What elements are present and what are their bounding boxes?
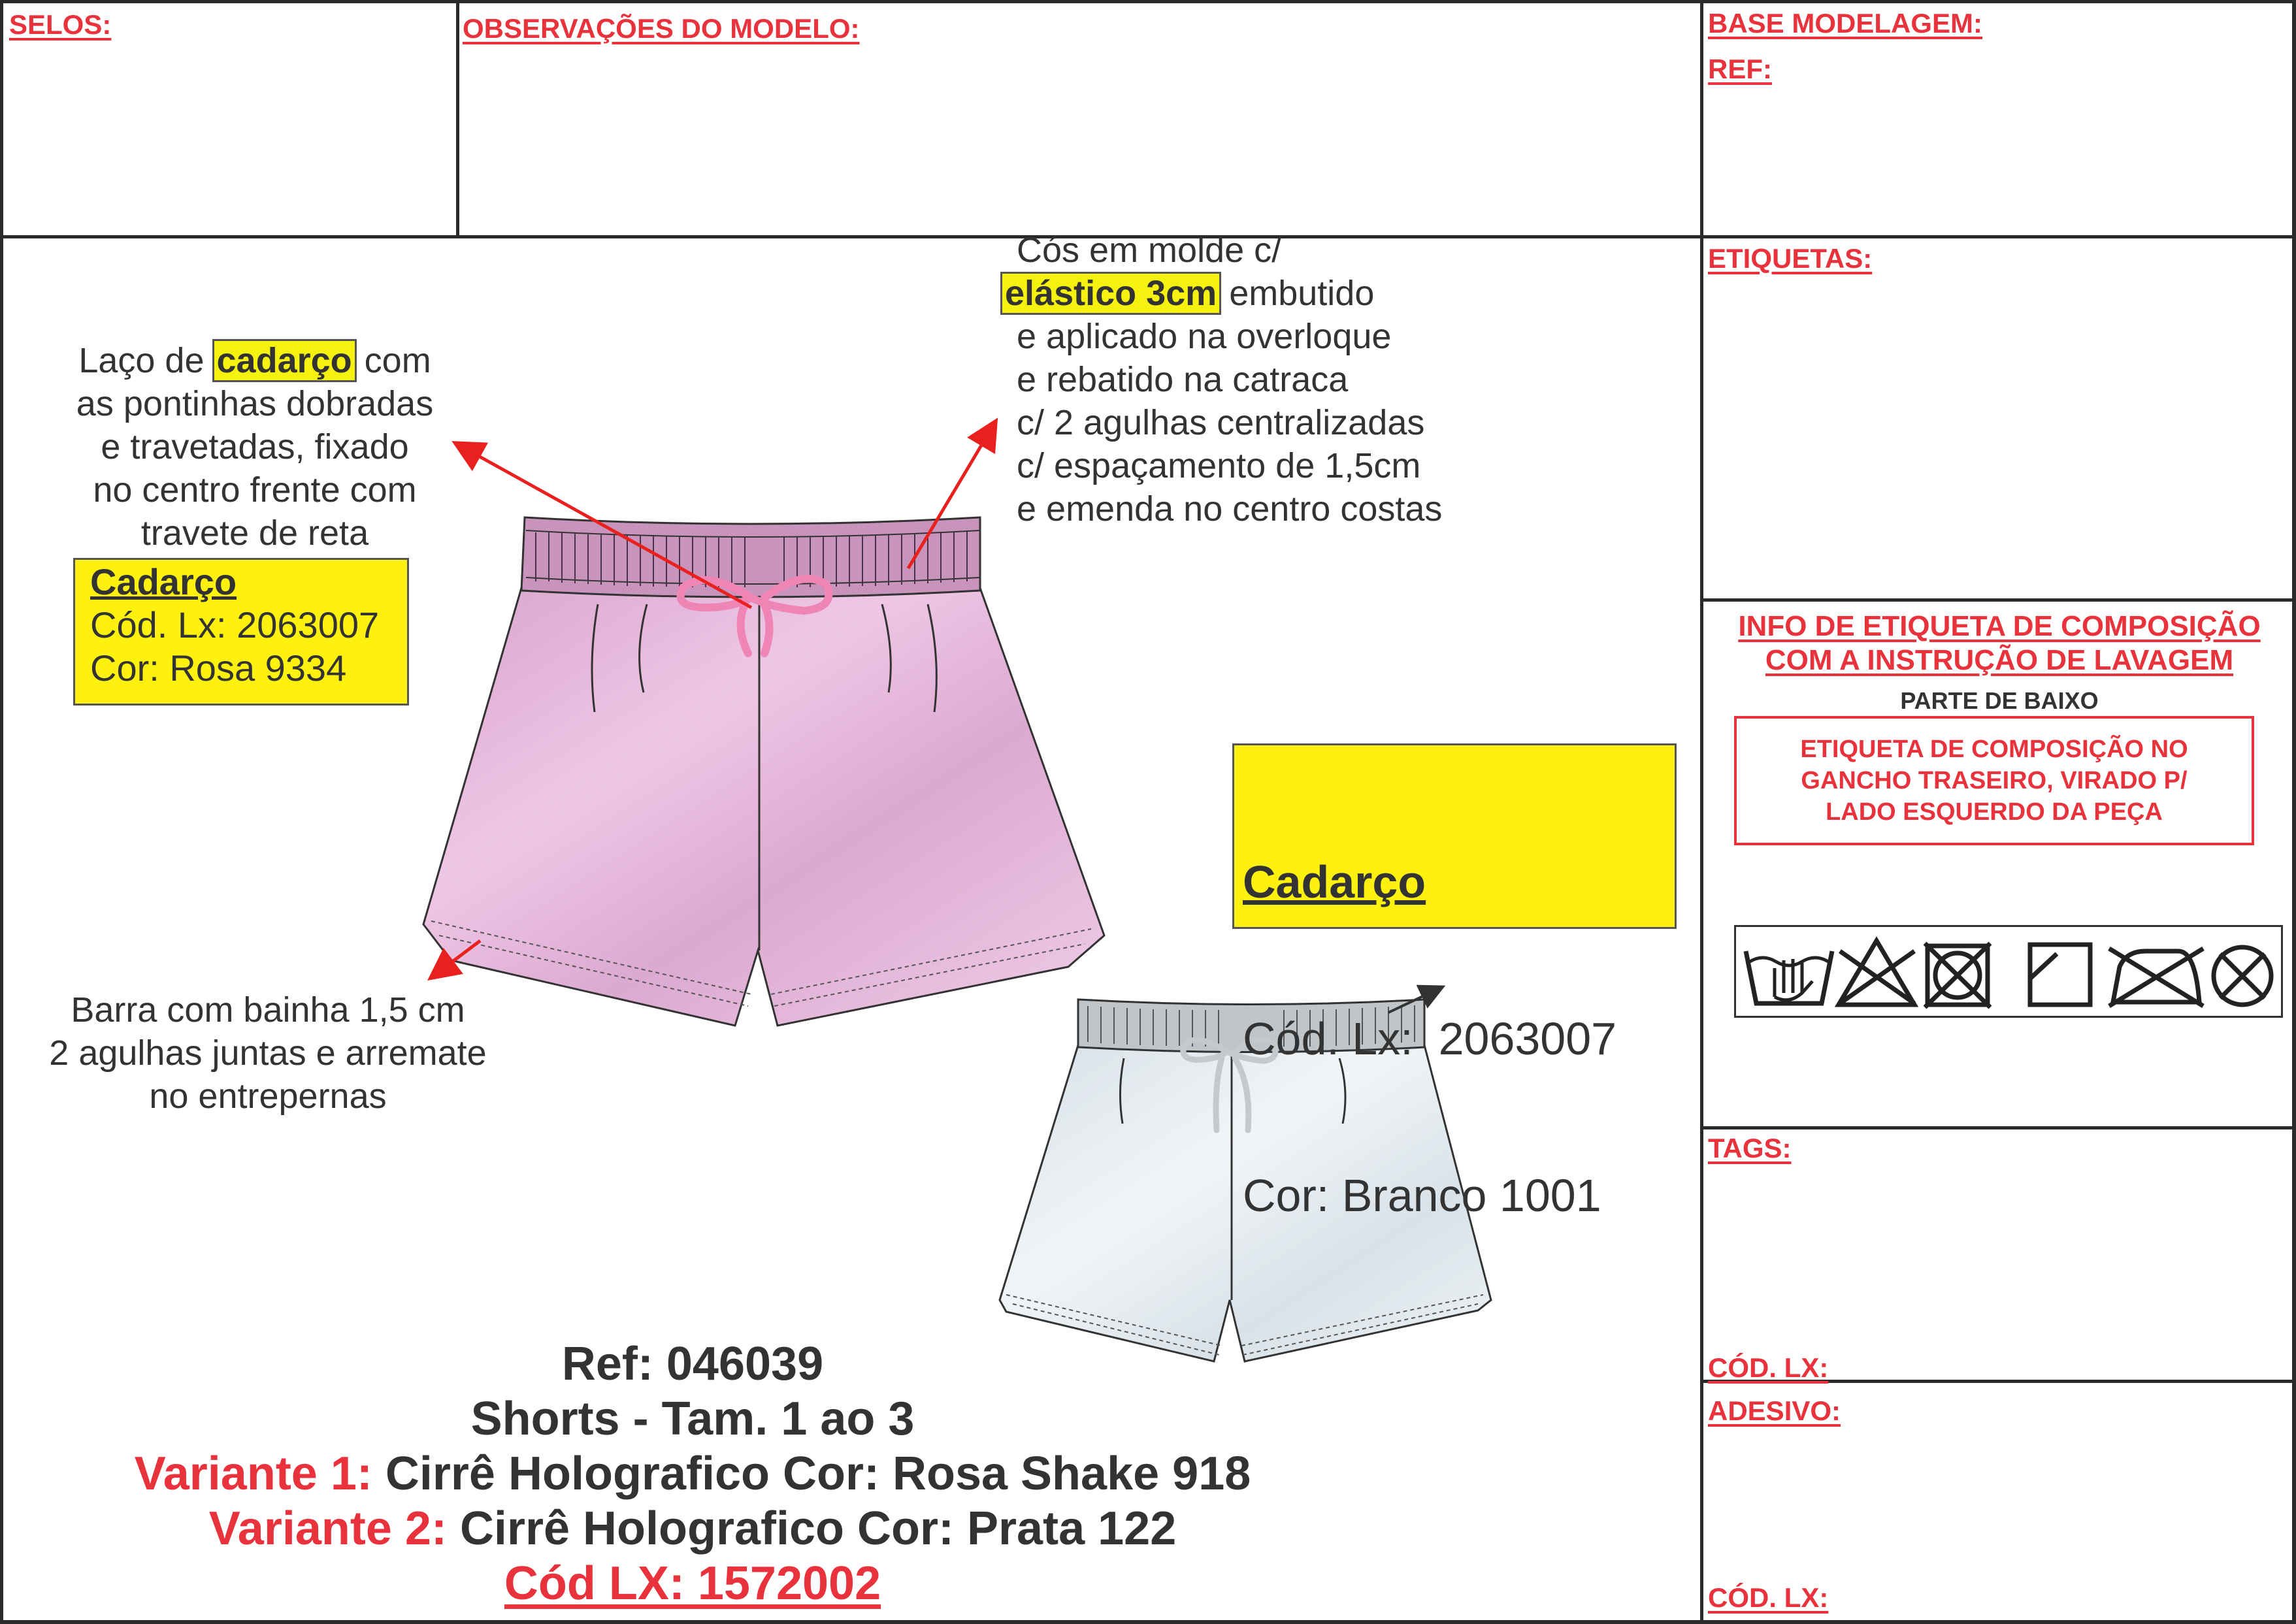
cos-line-4: e rebatido na catraca: [1017, 360, 1349, 399]
no-dry-clean-icon: [2214, 947, 2271, 1005]
observacoes-label: OBSERVAÇÕES DO MODELO:: [463, 13, 860, 44]
footer-cod-lx: Cód LX: 1572002: [504, 1557, 881, 1610]
footer-ref: Ref: 046039: [561, 1338, 824, 1390]
base-modelagem-label: BASE MODELAGEM:: [1708, 8, 1982, 39]
laco-line-4: no centro frente com: [93, 470, 417, 510]
cadarco-box-2-text: [1243, 751, 1616, 1274]
elastico-highlight: elástico 3cm: [1002, 274, 1219, 313]
cod-lx-label-2: CÓD. LX:: [1708, 1582, 1829, 1613]
info-title-2: COM A INSTRUÇÃO DE LAVAGEM: [1765, 644, 2234, 676]
footer-product: Shorts - Tam. 1 ao 3: [470, 1393, 915, 1445]
cos-line-6: c/ espaçamento de 1,5cm: [1017, 446, 1421, 485]
cos-line-7: e emenda no centro costas: [1017, 489, 1443, 528]
laco-line-2: as pontinhas dobradas: [76, 384, 434, 423]
cadarco-1-cod: Cód. Lx: 2063007: [90, 604, 380, 645]
cadarco-2-cod: Cód. Lx: 2063007: [1243, 1013, 1617, 1064]
composition-line-2: GANCHO TRASEIRO, VIRADO P/: [1801, 767, 2188, 794]
cadarco-1-title: Cadarço: [90, 561, 237, 602]
cadarco-highlight: cadarço: [214, 341, 355, 380]
laco-line-3: e travetadas, fixado: [101, 427, 409, 466]
selos-label: SELOS:: [9, 9, 112, 40]
hand-wash-icon: [1746, 951, 1832, 1003]
pink-shorts: [423, 517, 1104, 1026]
composition-line-3: LADO ESQUERDO DA PEÇA: [1826, 798, 2163, 826]
laco-line-5: travete de reta: [140, 513, 369, 553]
care-symbols: [1734, 925, 2283, 1018]
barra-line-3: no entrepernas: [149, 1077, 387, 1116]
cos-line-5: c/ 2 agulhas centralizadas: [1017, 403, 1425, 442]
tags-label: TAGS:: [1708, 1133, 1792, 1163]
laco-line-1: Laço de cadarço com: [78, 341, 431, 380]
barra-line-1: Barra com bainha 1,5 cm: [71, 990, 465, 1030]
etiquetas-label: ETIQUETAS:: [1708, 243, 1873, 274]
cadarco-2-cor: Cor: Branco 1001: [1243, 1170, 1601, 1221]
footer-variante-1: Variante 1: Cirrê Holografico Cor: Rosa Shake 918: [134, 1448, 1251, 1500]
cos-line-1: Cós em molde c/: [1017, 231, 1282, 270]
cod-lx-label-1: CÓD. LX:: [1708, 1352, 1829, 1383]
footer-variante-2: Variante 2: Cirrê Holografico Cor: Prata 122: [208, 1502, 1177, 1555]
info-title-1: INFO DE ETIQUETA DE COMPOSIÇÃO: [1738, 610, 2261, 642]
barra-note: [13, 988, 523, 1118]
cos-line-2: elástico 3cm embutido: [1017, 272, 1442, 315]
info-divider: [1701, 1126, 2296, 1129]
cos-note: [1005, 229, 1443, 530]
etiquetas-divider: [1701, 598, 2296, 602]
pink-waistband: [521, 517, 980, 597]
composition-line-1: ETIQUETA DE COMPOSIÇÃO NO: [1800, 736, 2188, 763]
border-bottom: [0, 1620, 2296, 1624]
parte-label: PARTE DE BAIXO: [1900, 687, 2099, 714]
cadarco-1-cor: Cor: Rosa 9334: [90, 647, 347, 689]
cadarco-box-1-text: [90, 560, 379, 690]
no-iron-icon: [2109, 949, 2203, 1006]
laco-note: [26, 339, 484, 555]
no-tumble-dry-icon: [1925, 943, 1990, 1007]
line-dry-shade-icon: [2030, 945, 2090, 1005]
adesivo-label: ADESIVO:: [1708, 1395, 1841, 1426]
cadarco-2-title: Cadarço: [1243, 856, 1426, 907]
bleach-icon: [1839, 941, 1914, 1005]
ref-label: REF:: [1708, 54, 1772, 84]
barra-line-2: 2 agulhas juntas e arremate: [49, 1033, 487, 1073]
cos-line-3: e aplicado na overloque: [1017, 317, 1392, 356]
